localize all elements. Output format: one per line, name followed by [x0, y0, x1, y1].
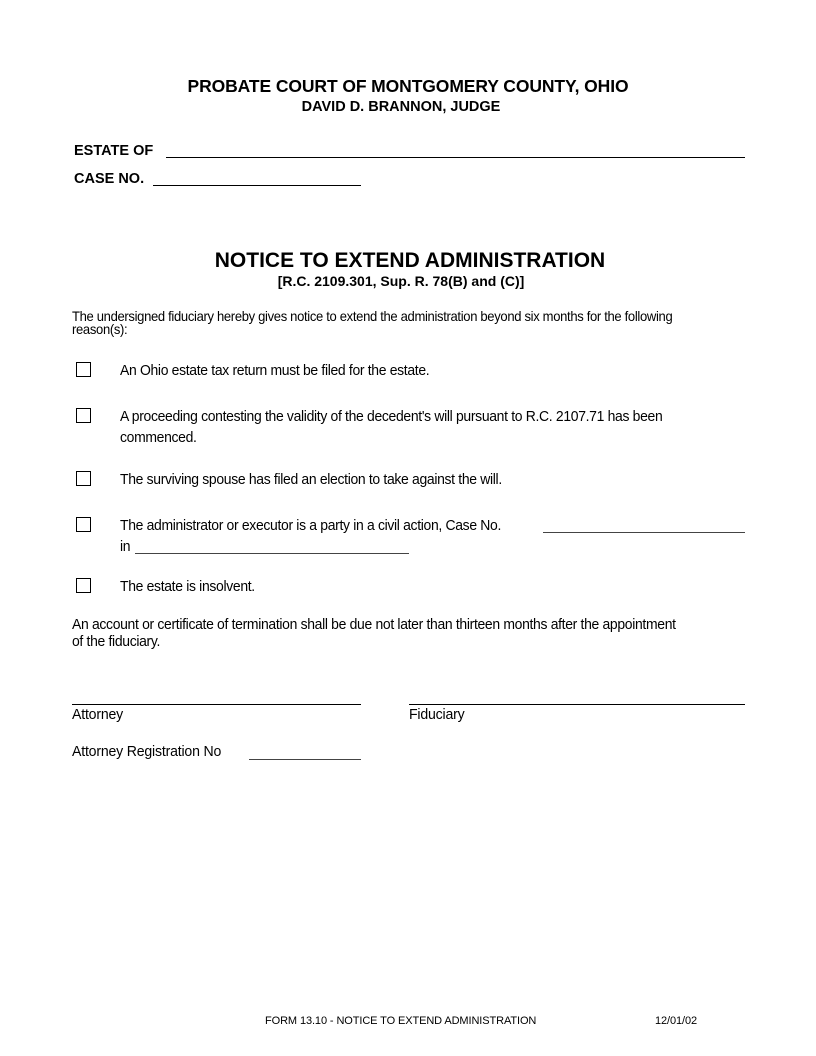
judge-name: DAVID D. BRANNON, JUDGE	[301, 99, 501, 115]
footer-revision-date: 12/01/02	[655, 1015, 698, 1027]
closing-line-1: An account or certificate of termination shall be due not later than thirteen months after the appointment	[72, 616, 676, 633]
reason-civil-action: The administrator or executor is a party in a civil action, Case No.	[120, 517, 502, 534]
fiduciary-label: Fiduciary	[409, 706, 465, 723]
civil-action-case-no-field[interactable]	[543, 532, 745, 533]
footer-form-name: FORM 13.10 - NOTICE TO EXTEND ADMINISTRATION	[265, 1015, 537, 1027]
intro-line-2: reason(s):	[72, 321, 128, 337]
estate-of-label: ESTATE OF	[74, 143, 154, 159]
civil-action-court-field[interactable]	[135, 553, 409, 554]
reason-will-contest-line-1: A proceeding contesting the validity of the decedent's will pursuant to R.C. 2107.71 has been	[120, 408, 663, 425]
reason-checkbox-estate-tax[interactable]	[76, 362, 91, 377]
attorney-label: Attorney	[72, 706, 124, 723]
closing-paragraph	[72, 616, 676, 650]
intro-paragraph	[72, 310, 742, 336]
court-name: PROBATE COURT OF MONTGOMERY COUNTY, OHIO	[187, 76, 629, 96]
attorney-signature-line[interactable]	[72, 704, 361, 705]
reason-checkbox-spouse-election[interactable]	[76, 471, 91, 486]
reason-will-contest	[120, 406, 662, 448]
case-no-field[interactable]	[153, 185, 361, 186]
case-no-label: CASE NO.	[74, 171, 145, 187]
form-citation: [R.C. 2109.301, Sup. R. 78(B) and (C)]	[277, 273, 525, 289]
reason-checkbox-insolvent[interactable]	[76, 578, 91, 593]
reason-insolvent: The estate is insolvent.	[120, 578, 255, 595]
reason-will-contest-line-2: commenced.	[120, 429, 197, 446]
reason-civil-action-in-label: in	[120, 538, 131, 555]
reason-estate-tax: An Ohio estate tax return must be filed for the estate.	[120, 362, 430, 379]
reason-checkbox-civil-action[interactable]	[76, 517, 91, 532]
closing-line-2: of the fiduciary.	[72, 633, 161, 650]
form-title: NOTICE TO EXTEND ADMINISTRATION	[214, 249, 606, 272]
attorney-registration-field[interactable]	[249, 759, 361, 760]
attorney-registration-label: Attorney Registration No	[72, 743, 222, 760]
reason-spouse-election: The surviving spouse has filed an election to take against the will.	[120, 471, 502, 488]
intro-line-1: The undersigned fiduciary hereby gives notice to extend the administration beyond six months for the following	[72, 308, 673, 324]
estate-of-field[interactable]	[166, 157, 745, 158]
fiduciary-signature-line[interactable]	[409, 704, 745, 705]
reason-checkbox-will-contest[interactable]	[76, 408, 91, 423]
